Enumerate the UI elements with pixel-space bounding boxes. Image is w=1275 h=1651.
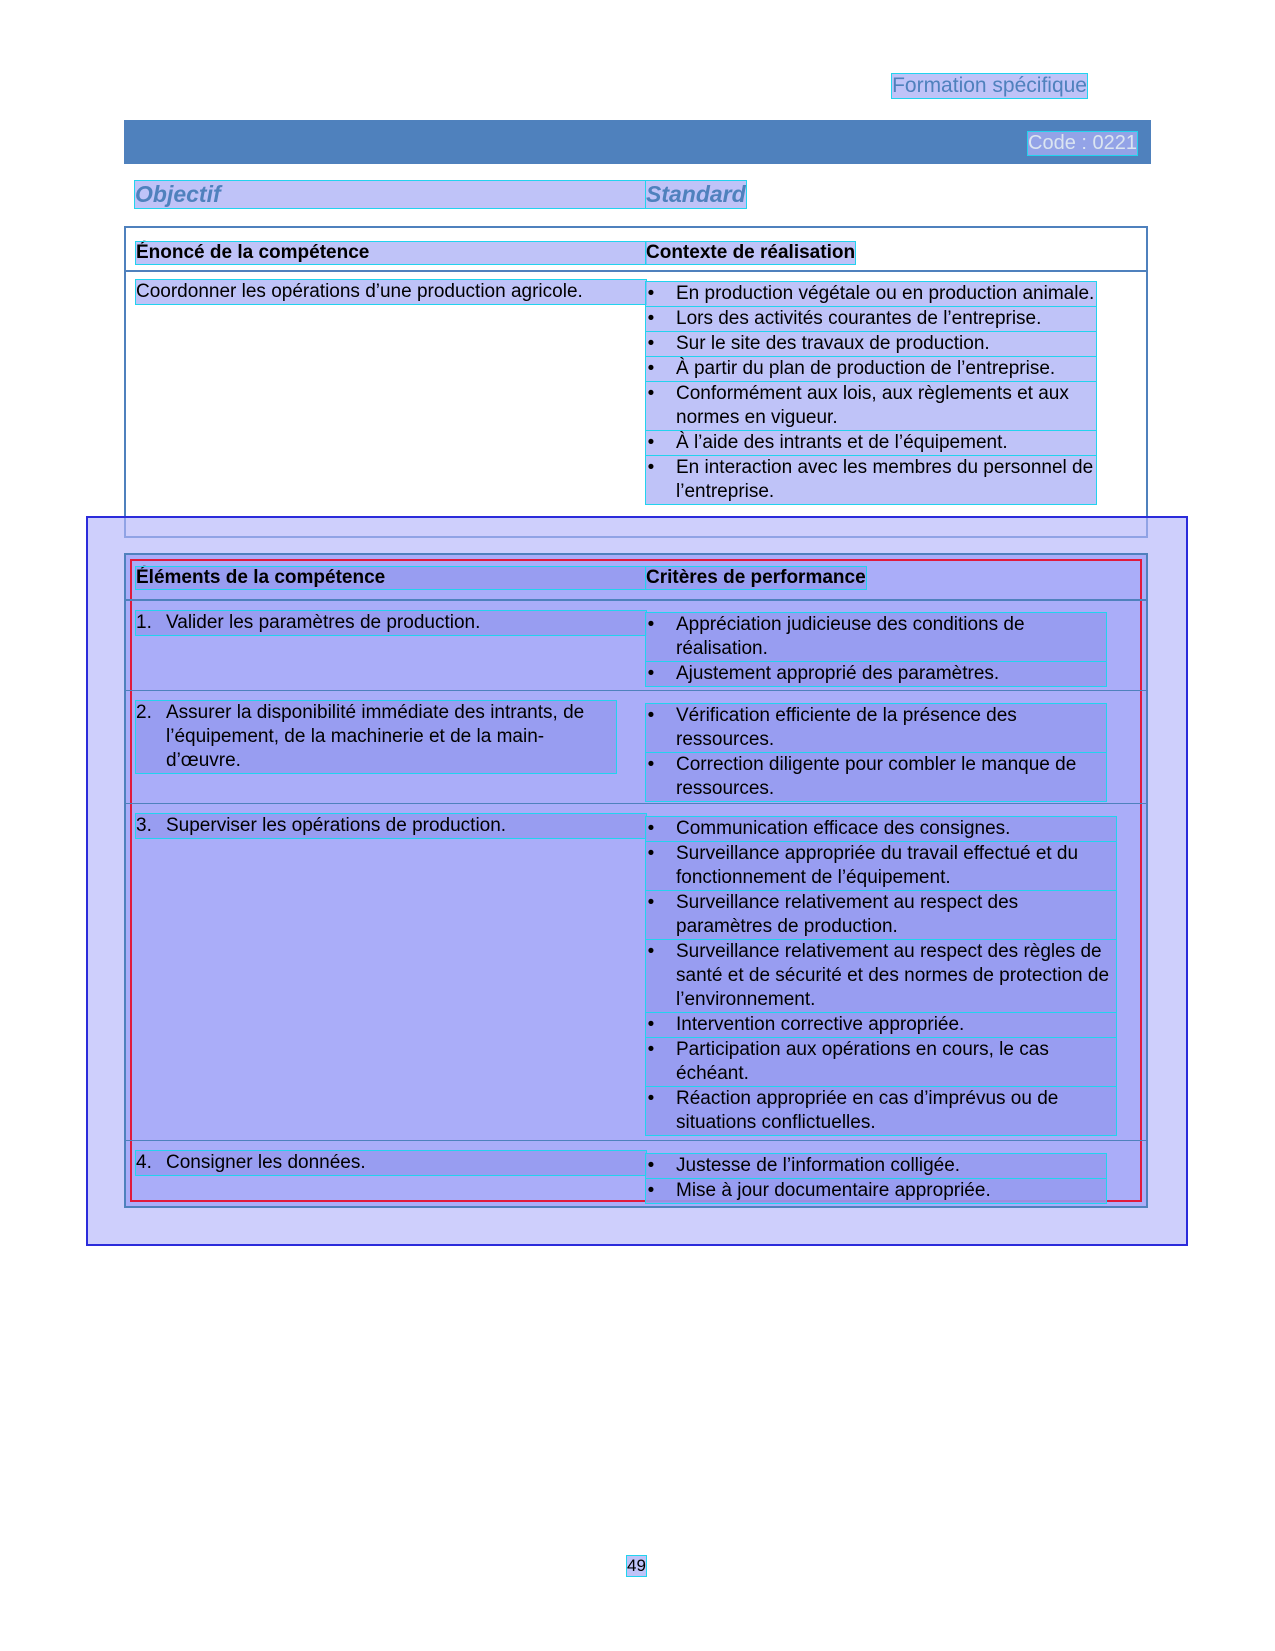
list-item: • Communication efficace des consignes.: [646, 817, 1116, 841]
list-item: • Correction diligente pour combler le manque de ressources.: [646, 753, 1106, 801]
list-item: • Vérification efficiente de la présence des ressources.: [646, 704, 1106, 752]
list-item: • Justesse de l’information colligée.: [646, 1154, 1106, 1178]
bullet-icon: •: [647, 333, 655, 354]
bullet-icon: •: [647, 892, 655, 913]
list-item: • Surveillance appropriée du travail effectué et du fonctionnement de l’équipement.: [646, 842, 1116, 890]
bullet-icon: •: [647, 843, 655, 864]
criteria-list-2: [646, 704, 1106, 802]
row-divider: [126, 690, 1146, 691]
list-item: • Intervention corrective appropriée.: [646, 1013, 1116, 1037]
list-item: • En interaction avec les membres du personnel de l’entreprise.: [646, 456, 1096, 504]
list-item: • Lors des activités courantes de l’entreprise.: [646, 307, 1096, 331]
competence-statement: Coordonner les opérations d’une production agricole.: [136, 280, 646, 304]
bullet-icon: •: [647, 1014, 655, 1035]
list-item: • Appréciation judicieuse des conditions de réalisation.: [646, 613, 1106, 661]
element-4: 4. Consigner les données.: [136, 1151, 646, 1175]
list-item: • Surveillance relativement au respect des paramètres de production.: [646, 891, 1116, 939]
bullet-icon: •: [647, 1180, 655, 1201]
row-divider: [126, 1140, 1146, 1141]
bullet-icon: •: [647, 457, 655, 478]
list-item: • Sur le site des travaux de production.: [646, 332, 1096, 356]
page-number: 49: [627, 1556, 646, 1575]
list-item: • Mise à jour documentaire appropriée.: [646, 1179, 1106, 1203]
list-item: • Participation aux opérations en cours, le cas échéant.: [646, 1038, 1116, 1086]
bullet-icon: •: [647, 383, 655, 404]
bullet-icon: •: [647, 1155, 655, 1176]
course-code: Code : 0221: [1028, 132, 1137, 154]
context-header: Contexte de réalisation: [646, 242, 856, 263]
element-3: 3. Superviser les opérations de production.: [136, 814, 646, 838]
bullet-icon: •: [647, 308, 655, 329]
standard-label: Standard: [646, 181, 746, 207]
list-item: • À partir du plan de production de l’entreprise.: [646, 357, 1096, 381]
list-item: • Réaction appropriée en cas d’imprévus ou de situations conflictuelles.: [646, 1087, 1116, 1135]
header-divider: [126, 599, 1146, 601]
objective-label: Objectif: [135, 181, 645, 208]
element-2: 2. Assurer la disponibilité immédiate des intrants, de l’équipement, de la machinerie et de la main-d’œuvre.: [136, 701, 616, 773]
bullet-icon: •: [647, 818, 655, 839]
competence-header: Énoncé de la compétence: [136, 242, 646, 264]
header-divider: [126, 270, 1146, 272]
bullet-icon: •: [647, 1039, 655, 1060]
bullet-icon: •: [647, 705, 655, 726]
criteria-list-4: [646, 1154, 1106, 1204]
row-divider: [126, 803, 1146, 804]
bullet-icon: •: [647, 1088, 655, 1109]
context-list: [646, 282, 1096, 505]
criteria-header: Critères de performance: [646, 567, 866, 588]
code-bar: [124, 120, 1151, 164]
context-table: [124, 226, 1148, 538]
bullet-icon: •: [647, 614, 655, 635]
element-1: 1. Valider les paramètres de production.: [136, 611, 646, 635]
list-item: • Conformément aux lois, aux règlements et aux normes en vigueur.: [646, 382, 1096, 430]
bullet-icon: •: [647, 358, 655, 379]
criteria-list-1: [646, 613, 1106, 687]
elements-header: Éléments de la compétence: [136, 567, 646, 589]
bullet-icon: •: [647, 283, 655, 304]
bullet-icon: •: [647, 754, 655, 775]
bullet-icon: •: [647, 663, 655, 684]
section-title: Formation spécifique: [892, 74, 1087, 97]
elements-table: [124, 553, 1148, 1208]
list-item: • Surveillance relativement au respect des règles de santé et de sécurité et des normes de protection de l’environnement.: [646, 940, 1116, 1012]
list-item: • Ajustement approprié des paramètres.: [646, 662, 1106, 686]
list-item: • En production végétale ou en production animale.: [647, 283, 1095, 304]
bullet-icon: •: [647, 941, 655, 962]
criteria-list-3: [646, 817, 1116, 1136]
bullet-icon: •: [647, 432, 655, 453]
list-item: • À l’aide des intrants et de l’équipement.: [646, 431, 1096, 455]
